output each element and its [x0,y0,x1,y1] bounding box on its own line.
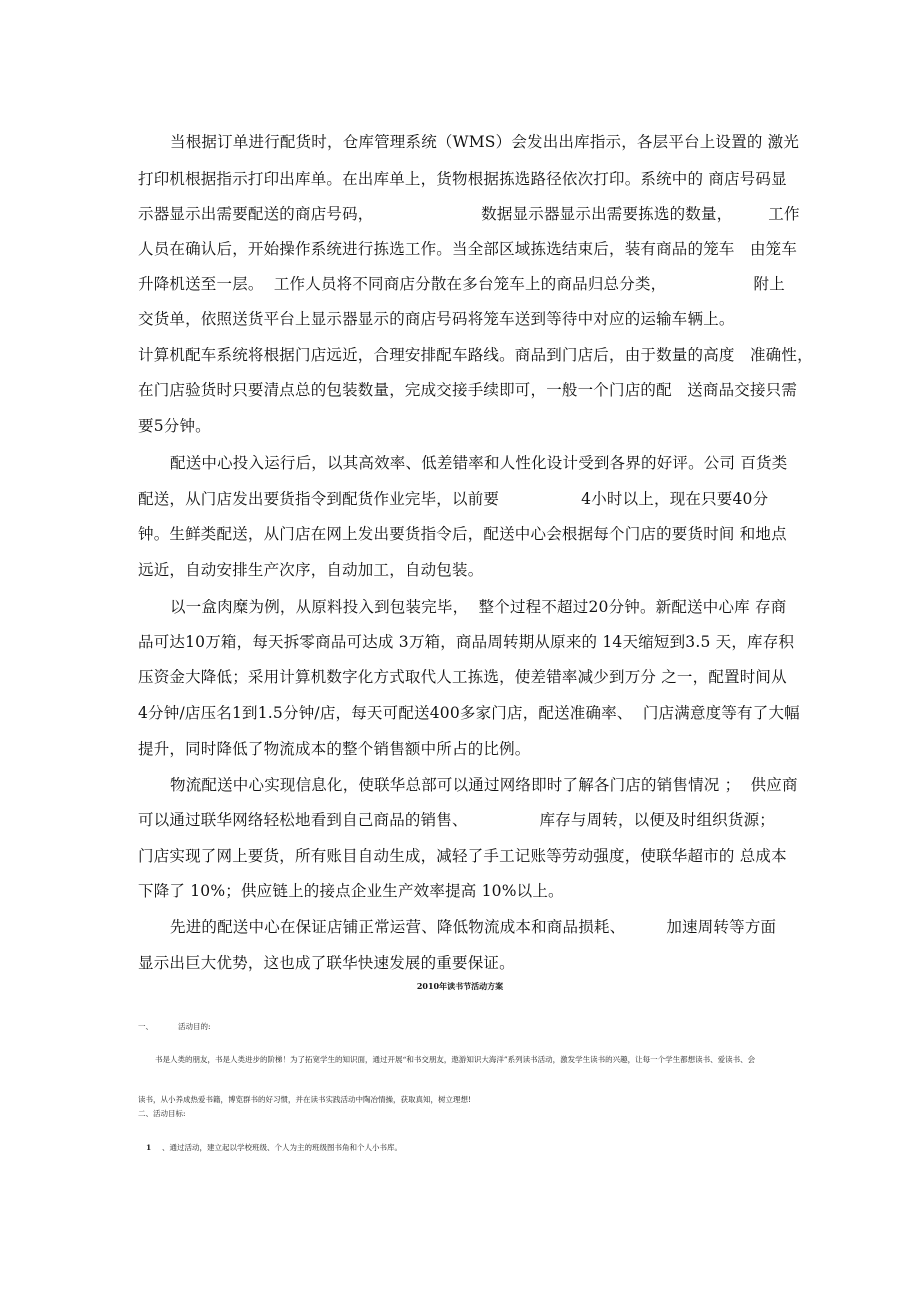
article-line-14: 以一盒肉糜为例，从原料投入到包装完毕， 整个过程不超过20分钟。新配送中心库 存商 [170,598,787,616]
article-line-10: 配送中心投入运行后，以其高效率、低差错率和人性化设计受到各界的好评。公司 百货类 [170,454,788,472]
article-line-12: 钟。生鲜类配送，从门店在网上发出要货指令后，配送中心会根据每个门店的要货时间 和地点 [138,525,787,543]
article-line-7: 计算机配车系统将根据门店远近，合理安排配车路线。商品到门店后，由于数量的高度 准确性， [138,346,813,364]
article-line-5: 升降机送至一层。 工作人员将不同商店分散在多台笼车上的商品归总分类， 附上 [138,275,785,293]
article-line-13: 远近，自动安排生产次序，自动加工，自动包装。 [138,561,484,579]
article-line-17: 4分钟/店压名1到1.5分钟/店，每天可配送400多家门店，配送准确率、 门店满意度等有了大幅 [138,704,800,722]
article-line-22: 下降了 10%；供应链上的接点企业生产效率提高 10%以上。 [138,882,564,900]
article-line-24: 显示出巨大优势，这也成了联华快速发展的重要保证。 [138,954,515,972]
article-line-23: 先进的配送中心在保证店铺正常运营、降低物流成本和商品损耗、 加速周转等方面 [170,918,777,936]
article-line-18: 提升，同时降低了物流成本的整个销售额中所占的比例。 [138,740,531,758]
section-1-number: 一、 [138,1022,153,1031]
article-line-3: 示器显示出需要配送的商店号码， 数据显示器显示出需要拣选的数量， 工作 [138,205,800,223]
article-line-2: 打印机根据指示打印出库单。在出库单上，货物根据拣选路径依次打印。系统中的 商店号码显 [138,170,787,188]
article-line-21: 门店实现了网上要货，所有账目自动生成，减轻了手工记账等劳动强度，使联华超市的 总成本 [138,847,787,865]
plan-paragraph-2: 读书，从小养成热爱书籍，博览群书的好习惯，并在读书实践活动中陶冶情操，获取真知，树立理想! [138,1095,472,1104]
article-line-1: 当根据订单进行配货时，仓库管理系统（WMS）会发出出库指示，各层平台上设置的 激光 [170,133,800,151]
item-1-text: 、通过活动，建立起以学校班级、个人为主的班级图书角和个人小书库。 [162,1143,402,1152]
article-line-9: 要5分钟。 [138,417,211,435]
section-1-heading: 活动目的: [178,1022,211,1031]
article-line-19: 物流配送中心实现信息化，使联华总部可以通过网络即时了解各门店的销售情况 ； 供应商 [170,776,798,794]
article-line-15: 品可达10万箱，每天拆零商品可达成 3万箱，商品周转期从原来的 14天缩短到3.5 天，库存积 [138,633,795,651]
article-line-8: 在门店验货时只要清点总的包装数量，完成交接手续即可，一般一个门店的配 送商品交接只需 [138,381,798,399]
item-1-number: 1 [146,1143,152,1152]
plan-paragraph-1: 书是人类的朋友，书是人类进步的阶梯！为了拓宽学生的知识面，通过开展“和书交朋友，遨游知识大海洋”系列读书活动，激发学生读书的兴趣，让每一个学生都想读书、爱读书、会 [155,1055,756,1064]
article-line-16: 压资金大降低；采用计算机数字化方式取代人工拣选，使差错率减少到万分 之一，配置时间从 [138,668,787,686]
article-line-6: 交货单，依照送货平台上显示器显示的商店号码将笼车送到等待中对应的运输车辆上。 [138,310,735,328]
plan-title: 2010年读书节活动方案 [416,981,504,991]
section-2-heading: 二、活动目标: [138,1109,186,1118]
article-line-4: 人员在确认后，开始操作系统进行拣选工作。当全部区域拣选结束后，装有商品的笼车 由笼车 [138,240,798,258]
article-line-20: 可以通过联华网络轻松地看到自己商品的销售、 库存与周转，以便及时组织货源； [138,811,775,829]
article-line-11: 配送，从门店发出要货指令到配货作业完毕，以前要 4小时以上，现在只要40分 [138,490,769,508]
